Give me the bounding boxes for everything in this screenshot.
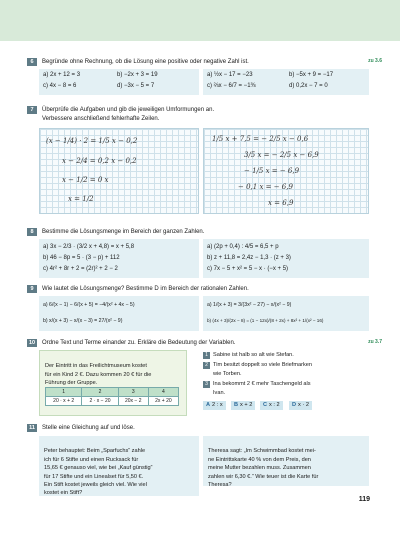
table-cell: 20x − 2 — [118, 397, 148, 406]
exercise: a) 2x + 12 = 3 — [43, 72, 81, 78]
text-card — [39, 350, 187, 416]
task-8 — [27, 228, 369, 280]
term-chip-a — [203, 401, 226, 410]
exercise: c) 7x − 5 + x² = 5 − x · (−x + 5) — [207, 266, 289, 272]
handwritten-line: x − 1/2 = 0 x — [62, 176, 109, 184]
task-title: Begründe ohne Rechnung, ob die Lösung eine positive oder negative Zahl ist. — [42, 59, 249, 65]
task-number: 8 — [27, 228, 37, 236]
table-cell: 1 — [46, 388, 82, 397]
exercise-box-left — [39, 69, 199, 95]
handwritten-line: − 1/5 x = − 6,9 — [244, 167, 300, 175]
statement-continuation: Ivan. — [213, 390, 226, 396]
statement-number: 1 — [203, 352, 210, 359]
handwritten-line: x = 1/2 — [68, 195, 94, 203]
chip-letter: B — [234, 402, 239, 408]
exercise: a) 6/(x − 1) − 6/(x + 5) = −4/(x² + 4x − 5) — [43, 302, 135, 308]
handwritten-line: − 0,1 x = − 6,9 — [238, 183, 293, 191]
chip-term: 2 : x — [212, 402, 223, 408]
table-cell: 2 — [82, 388, 118, 397]
handwritten-line: 1/5 x + 7,5 = − 2/5 x − 0,6 — [212, 135, 309, 143]
table-row — [46, 397, 179, 406]
statement-text: Tim besitzt doppelt so viele Briefmarken — [213, 362, 312, 368]
task-number: 9 — [27, 285, 37, 293]
statement-number: 2 — [203, 362, 210, 369]
task-title-line-2: Verbessere anschließend fehlerhafte Zeilen. — [42, 116, 160, 122]
task-title: Bestimme die Lösungsmenge im Bereich der ganzen Zahlen. — [42, 229, 205, 235]
exercise: b) −5x + 9 = −17 — [289, 72, 334, 78]
handwritten-line: x − 2/4 = 0,2 x − 0,2 — [62, 157, 137, 165]
section-reference: zu 3.6 — [368, 58, 382, 64]
task-number: 10 — [28, 340, 36, 346]
term-chip-b — [231, 401, 255, 410]
exercise: b) z + 11,8 = 2,4z − 1,3 · (z + 3) — [207, 255, 291, 261]
task-title: Stelle eine Gleichung auf und löse. — [42, 425, 135, 431]
task-number: 6 — [27, 58, 37, 66]
chip-term: x · 2 — [298, 402, 309, 408]
task-7 — [27, 106, 369, 216]
statement-text: Ina bekommt 2 € mehr Taschengeld als — [213, 381, 311, 387]
statement-text: Sabine ist halb so alt wie Stefan. — [213, 352, 294, 358]
task-10 — [27, 339, 382, 419]
statement — [203, 351, 294, 359]
exercise: b) x/(x + 3) − x/(x − 3) = 27/(x² − 9) — [43, 318, 123, 324]
worksheet-grid-left — [39, 128, 199, 214]
task-9 — [27, 285, 369, 333]
term-table — [45, 387, 179, 406]
handwritten-line: 3/5 x = − 2/5 x − 6,9 — [244, 151, 319, 159]
table-cell: 2 · x − 20 — [82, 397, 118, 406]
word-problem-right — [203, 436, 369, 489]
exercise: a) (2p + 0,4) : 4/5 = 6,5 + p — [207, 244, 279, 250]
task-number: 11 — [27, 424, 37, 432]
exercise: a) ½x − 17 = −23 — [207, 72, 253, 78]
task-title: Überprüfe die Aufgaben und gib die jeweiligen Umformungen an. — [42, 107, 215, 113]
task-title: Ordne Text und Terme einander zu. Erkläre die Bedeutung der Variablen. — [42, 340, 236, 346]
term-chip-c — [260, 401, 283, 410]
chip-letter: A — [206, 402, 211, 408]
exercise: b) (4x + 3)/(2x − 8) = (1 − 12x)/(8 + 2x) + 8x² + 1/(x² − 16) — [207, 318, 324, 323]
header-band — [0, 0, 400, 41]
exercise: a) 1/(x + 3) = 3/(3x² − 27) − x/(x² − 9) — [207, 302, 292, 308]
table-row — [46, 388, 179, 397]
handwritten-line: (x − 1/4) · 2 = 1/5 x − 0,2 — [46, 137, 138, 145]
exercise: d) −3x − 5 = 7 — [117, 83, 155, 89]
exercise-box-left — [39, 296, 199, 331]
table-cell: 4 — [148, 388, 178, 397]
exercise-box-right — [203, 296, 369, 331]
exercise: a) 3x − 2/3 · (3/2 x + 4,8) = x + 5,8 — [43, 244, 135, 250]
statement — [203, 380, 311, 388]
chip-term: x : 2 — [269, 402, 280, 408]
exercise: b) 46 − 8p = 5 · (3 − p) + 112 — [43, 255, 120, 261]
card-text: Der Eintritt in das Freilichtmuseum kostet für ein Kind 2 €. Dazu kommen 20 € für die Führung der Gruppe. — [45, 363, 152, 387]
chip-term: x + 2 — [240, 402, 253, 408]
statement — [203, 361, 312, 369]
section-reference: zu 3.7 — [368, 339, 382, 345]
table-cell: 3 — [118, 388, 148, 397]
task-title: Wie lautet die Lösungsmenge? Bestimme D im Bereich der rationalen Zahlen. — [42, 286, 249, 292]
chip-letter: C — [263, 402, 268, 408]
exercise: c) ⅔x − 6/7 = −1⅜ — [207, 83, 256, 89]
word-problem-left — [39, 436, 199, 496]
exercise-box-right — [203, 69, 369, 95]
page-number: 119 — [358, 496, 370, 503]
task-11 — [27, 424, 369, 497]
handwritten-line: x = 6,9 — [268, 199, 294, 207]
worksheet-grid-right — [203, 128, 369, 214]
term-chip-d — [289, 401, 312, 410]
exercise: b) −2x + 3 = 19 — [117, 72, 158, 78]
exercise-box-left — [39, 239, 199, 278]
statement-continuation: wie Torben. — [213, 371, 242, 377]
exercise-box-right — [203, 239, 369, 278]
exercise: d) 0,2x − 7 = 0 — [289, 83, 328, 89]
chip-letter: D — [292, 402, 297, 408]
task-number: 7 — [27, 106, 37, 114]
task-6 — [27, 58, 382, 102]
exercise: c) 4x − 8 = 6 — [43, 83, 77, 89]
problem-text: Theresa sagt: „Im Schwimmbad kostet mei- ne Eintrittskarte 40 % von dem Preis, den meine Mutter bezahlen muss. Zusammen zahlen wir 6,30 €.“ Wie teuer ist die Karte für Theresa? — [208, 448, 319, 489]
table-cell: 20 · x + 2 — [46, 397, 82, 406]
exercise: c) 4r² + 8r + 2 = (2r)² + 2 − 2 — [43, 266, 118, 272]
statement-number: 3 — [203, 381, 210, 388]
table-cell: 2x + 20 — [148, 397, 178, 406]
problem-text: Peter behauptet: Beim „Sparfuchs“ zahle ich für 6 Stifte und einen Rucksack für 15,65 € genauso viel, wie bei „Kauf günstig“ für 17 Stifte und ein Linealset für 5,50 €. Ein Stift kostet jeweils gleich viel. Wie viel kostet ein Stift? — [44, 448, 153, 497]
